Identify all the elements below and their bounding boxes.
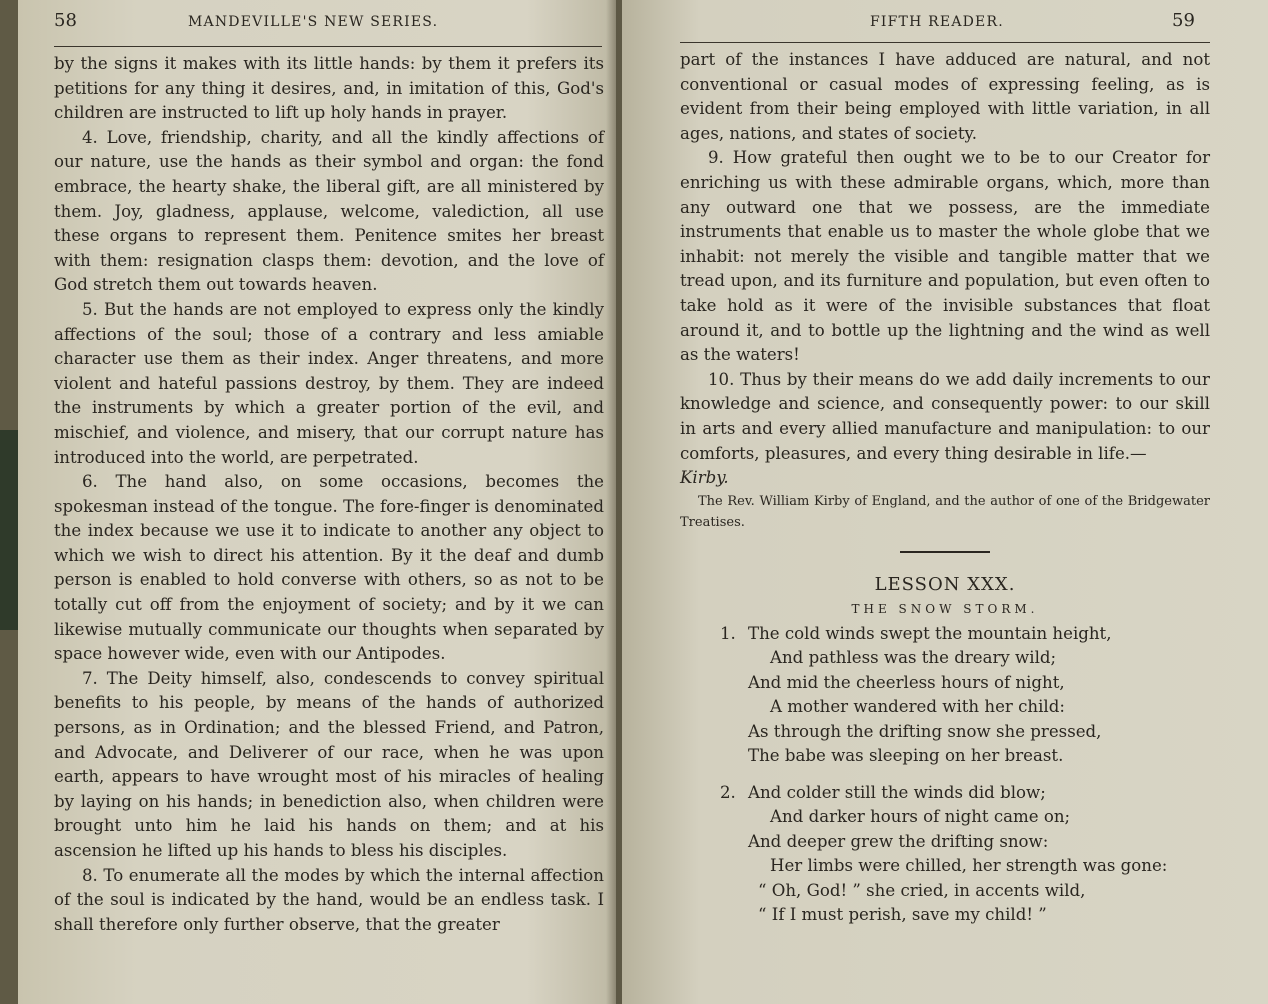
- poem-line: And deeper grew the drifting snow:: [748, 831, 1049, 851]
- poem-line: As through the drifting snow she pressed,: [748, 721, 1102, 741]
- right-page: [622, 0, 1268, 1004]
- right-body-text: [680, 48, 1210, 940]
- paragraph: 6. The hand also, on some occasions, becomes the spokesman instead of the tongue. The fore-finger is denominated the index because we use it to indicate to another any object to which we wish to direct his attention. By it the deaf and dumb person is enabled to hold converse with others, so as not to be totally cut off from the enjoyment of society; and by it we can likewise mutually communicate our thoughts when separated by space however wide, even with our Antipodes.: [54, 472, 604, 664]
- left-page: [18, 0, 616, 1004]
- poem-line: The cold winds swept the mountain height,: [748, 623, 1112, 643]
- paragraph: 8. To enumerate all the modes by which the internal affection of the soul is indicated by the hand, would be an endless task. I shall therefore only further observe, that the greater: [54, 865, 604, 934]
- paragraph: 10. Thus by their means do we add daily increments to our knowledge and science, and consequently power: to our skill in arts and every allied manufacture and manipulation: to our comforts, pleasures, and every thing desirable in life.—: [680, 369, 1210, 463]
- left-body-text: [54, 52, 604, 937]
- poem-line: And colder still the winds did blow;: [748, 782, 1046, 802]
- paragraph: by the signs it makes with its little hands: by them it prefers its petitions for any thing it desires, and, in imitation of this, God's children are instructed to lift up holy hands in prayer.: [54, 54, 604, 123]
- poem-line: Her limbs were chilled, her strength was gone:: [770, 856, 1168, 876]
- poem-line: And mid the cheerless hours of night,: [748, 672, 1065, 692]
- left-header-rule: [54, 46, 602, 47]
- paragraph: 9. How grateful then ought we to be to our Creator for enriching us with these admirable organs, which, more than any outward one that we possess, are the immediate instruments that enable us to master the whole globe that we inhabit: not merely the visible and tangible matter that we tread upon, and its furniture and population, but even often to take hold as it were of the invisible substances that float around it, and to bottle up the lightning and the wind as well as the waters!: [680, 148, 1210, 365]
- paragraph: 5. But the hands are not employed to express only the kindly affections of the soul; those of a contrary and less amiable character use them as their index. Anger threatens, and more violent and hateful passions destroy, by them. They are indeed the instruments by which a greater portion of the evil, and mischief, and violence, and misery, that our corrupt nature has introduced into the world, are perpetrated.: [54, 299, 604, 467]
- poem-line: A mother wandered with her child:: [770, 697, 1065, 717]
- stanza: [720, 622, 1210, 769]
- paragraph: 4. Love, friendship, charity, and all the kindly affections of our nature, use the hands as their symbol and organ: the fond embrace, the hearty shake, the liberal gift, are all ministered by them. Joy, gladness, applause, welcome, valediction, all use these organs to represent them. Penitence smites her breast with them: resignation clasps them: devotion, and the love of God stretch them out towards heaven.: [54, 127, 604, 295]
- poem-line: And pathless was the dreary wild;: [770, 648, 1057, 668]
- poem-line: “ If I must perish, save my child! ”: [758, 905, 1047, 925]
- poem-line: And darker hours of night came on;: [770, 807, 1071, 827]
- right-running-head: FIFTH READER.: [870, 14, 1004, 30]
- stanza: [720, 781, 1210, 928]
- stanza-number: 2.: [720, 782, 736, 802]
- lesson-title: LESSON XXX.: [874, 573, 1016, 595]
- right-header-rule: [680, 42, 1210, 43]
- paragraph: part of the instances I have adduced are natural, and not conventional or casual modes of expressing feeling, as is evident from their being employed with little variation, in all ages, nations, and states of society.: [680, 50, 1210, 143]
- poem-title: THE SNOW STORM.: [851, 602, 1039, 617]
- left-running-head: MANDEVILLE'S NEW SERIES.: [188, 14, 439, 30]
- paragraph: 7. The Deity himself, also, condescends to convey spiritual benefits to his people, by means of the hands of authorized persons, as in Ordination; and the blessed Friend, and Patron, and Advocate, and Deliverer of our race, when he was upon earth, appears to have wrought most of his miracles of healing by laying on his hands; in benediction also, when children were brought unto him he laid his hands on them; and at his ascension he lifted up his hands to bless his disciples.: [54, 668, 604, 860]
- stanza-number: 1.: [720, 623, 736, 643]
- footnote: The Rev. William Kirby of England, and the author of one of the Bridgewater Treatises.: [680, 493, 1210, 530]
- right-page-number: 59: [1172, 10, 1195, 31]
- section-divider: [900, 551, 990, 553]
- poem-line: “ Oh, God! ” she cried, in accents wild,: [758, 880, 1086, 900]
- book-edge: [0, 430, 18, 630]
- left-page-number: 58: [54, 10, 77, 31]
- poem-line: The babe was sleeping on her breast.: [748, 746, 1064, 766]
- author-signature: Kirby.: [680, 468, 729, 488]
